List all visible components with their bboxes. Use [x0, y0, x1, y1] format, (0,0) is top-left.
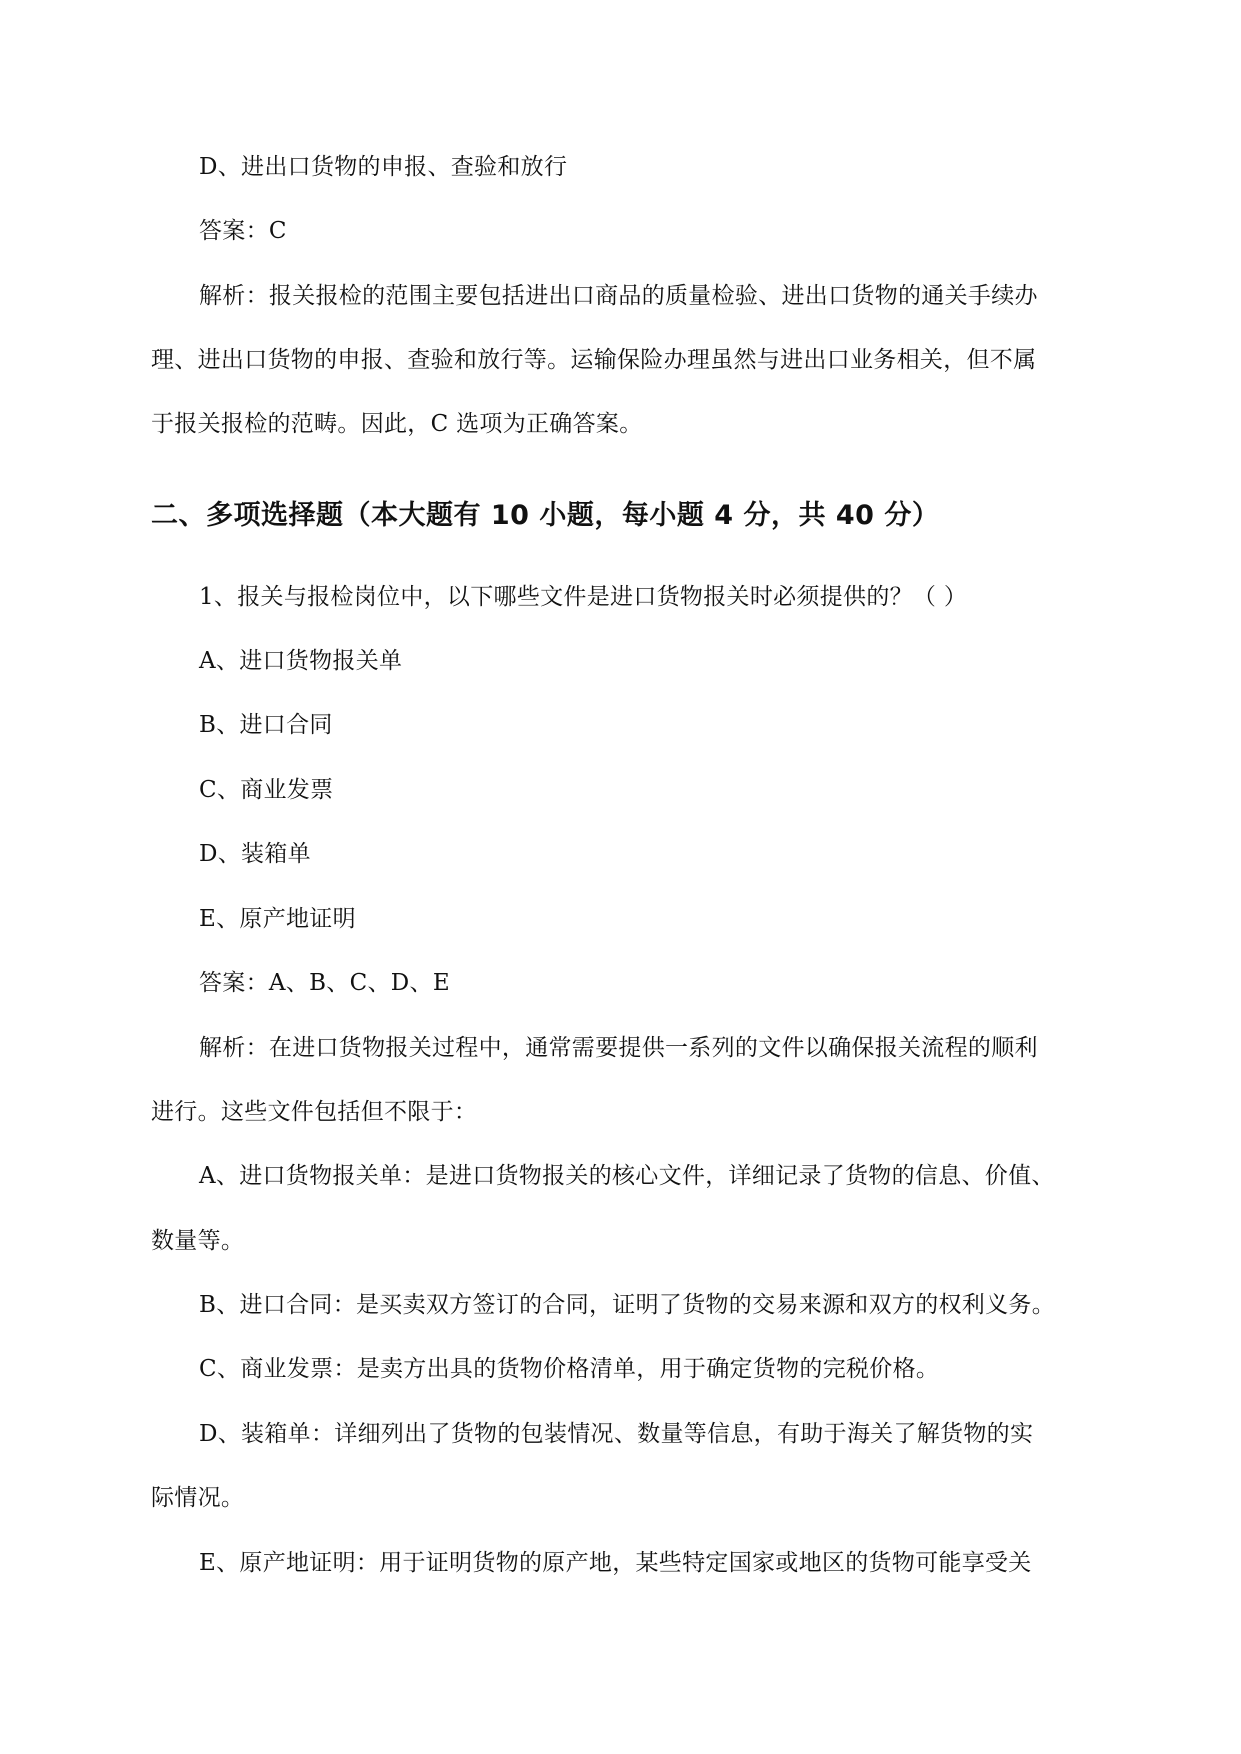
q1-analysis-line-4: 数量等。	[151, 1228, 245, 1254]
q1-option-b: B、进口合同	[199, 712, 333, 738]
q1-option-d: D、装箱单	[199, 841, 311, 867]
prev-analysis-line-2: 理、进出口货物的申报、查验和放行等。运输保险办理虽然与进出口业务相关，但不属	[151, 347, 1037, 373]
q1-analysis-line-1: 解析：在进口货物报关过程中，通常需要提供一系列的文件以确保报关流程的顺利	[199, 1035, 1038, 1061]
prev-analysis-line-1: 解析：报关报检的范围主要包括进出口商品的质量检验、进出口货物的通关手续办	[199, 283, 1038, 309]
q1-analysis-line-5: B、进口合同：是买卖双方签订的合同，证明了货物的交易来源和双方的权利义务。	[199, 1292, 1056, 1318]
q1-answer: 答案：A、B、C、D、E	[199, 970, 450, 996]
q1-option-e: E、原产地证明	[199, 906, 356, 932]
q1-option-c: C、商业发票	[199, 777, 334, 803]
q1-analysis-line-7: D、装箱单：详细列出了货物的包装情况、数量等信息，有助于海关了解货物的实	[199, 1421, 1034, 1447]
q1-analysis-line-6: C、商业发票：是卖方出具的货物价格清单，用于确定货物的完税价格。	[199, 1356, 940, 1382]
prev-option-d: D、进出口货物的申报、查验和放行	[199, 154, 568, 180]
q1-analysis-line-9: E、原产地证明：用于证明货物的原产地，某些特定国家或地区的货物可能享受关	[199, 1550, 1032, 1576]
q1-stem: 1、报关与报检岗位中，以下哪些文件是进口货物报关时必须提供的？（ ）	[199, 584, 968, 610]
q1-option-a: A、进口货物报关单	[199, 648, 403, 674]
prev-analysis-line-3: 于报关报检的范畴。因此，C 选项为正确答案。	[151, 411, 643, 437]
q1-analysis-line-2: 进行。这些文件包括但不限于：	[151, 1099, 478, 1125]
section-heading: 二、多项选择题（本大题有 10 小题，每小题 4 分，共 40 分）	[151, 500, 940, 531]
q1-analysis-line-3: A、进口货物报关单：是进口货物报关的核心文件，详细记录了货物的信息、价值、	[199, 1163, 1055, 1189]
prev-answer: 答案：C	[199, 218, 287, 244]
q1-analysis-line-8: 际情况。	[151, 1485, 245, 1511]
